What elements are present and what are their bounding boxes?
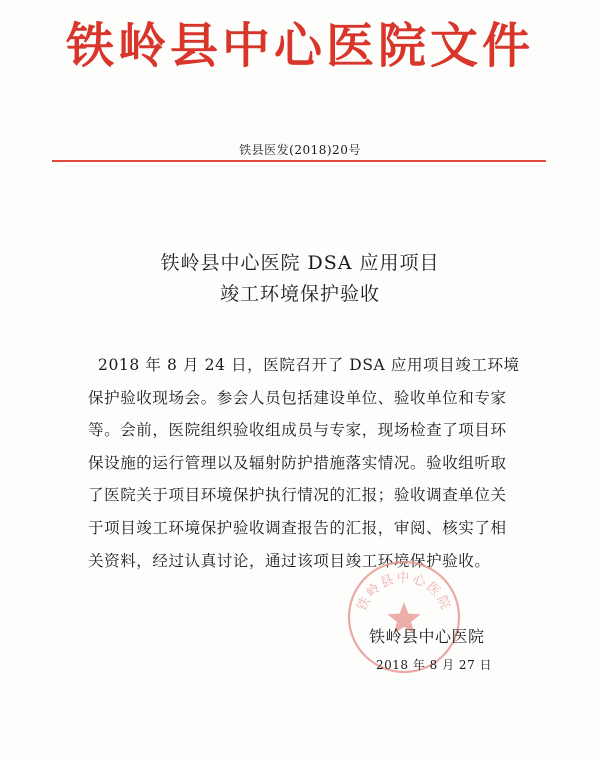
document-number: 铁县医发(2018)20号	[239, 143, 361, 157]
signature-organization: 铁岭县中心医院	[369, 627, 485, 646]
body-line: 关资料，经过认真讨论，通过该项目竣工环境保护验收。	[88, 551, 491, 570]
body-line: 2018 年 8 月 24 日，医院召开了 DSA 应用项目竣工环境	[98, 356, 520, 374]
body-line: 保设施的运行管理以及辐射防护措施落实情况。验收组听取	[88, 453, 507, 472]
document-title-line-2: 竣工环境保护验收	[219, 283, 380, 305]
red-divider-rule	[52, 160, 546, 162]
svg-text:铁岭县中心医院: 铁岭县中心医院	[354, 571, 454, 614]
body-line: 于项目竣工环境保护验收调查报告的汇报，审阅、核实了相	[88, 518, 507, 537]
body-line: 保护验收现场会。参会人员包括建设单位、验收单位和专家	[88, 388, 507, 407]
document-title	[0, 248, 600, 310]
body-line: 了医院关于项目环境保护执行情况的汇报；验收调查单位关	[88, 486, 507, 505]
document-header-title: 铁岭县中心医院文件	[65, 18, 534, 74]
body-line: 等。会前，医院组织验收组成员与专家，现场检查了项目环	[88, 421, 507, 440]
document-title-line-1: 铁岭县中心医院 DSA 应用项目	[160, 252, 440, 274]
document-body	[88, 349, 520, 577]
signature-date: 2018 年 8 月 27 日	[376, 658, 493, 672]
